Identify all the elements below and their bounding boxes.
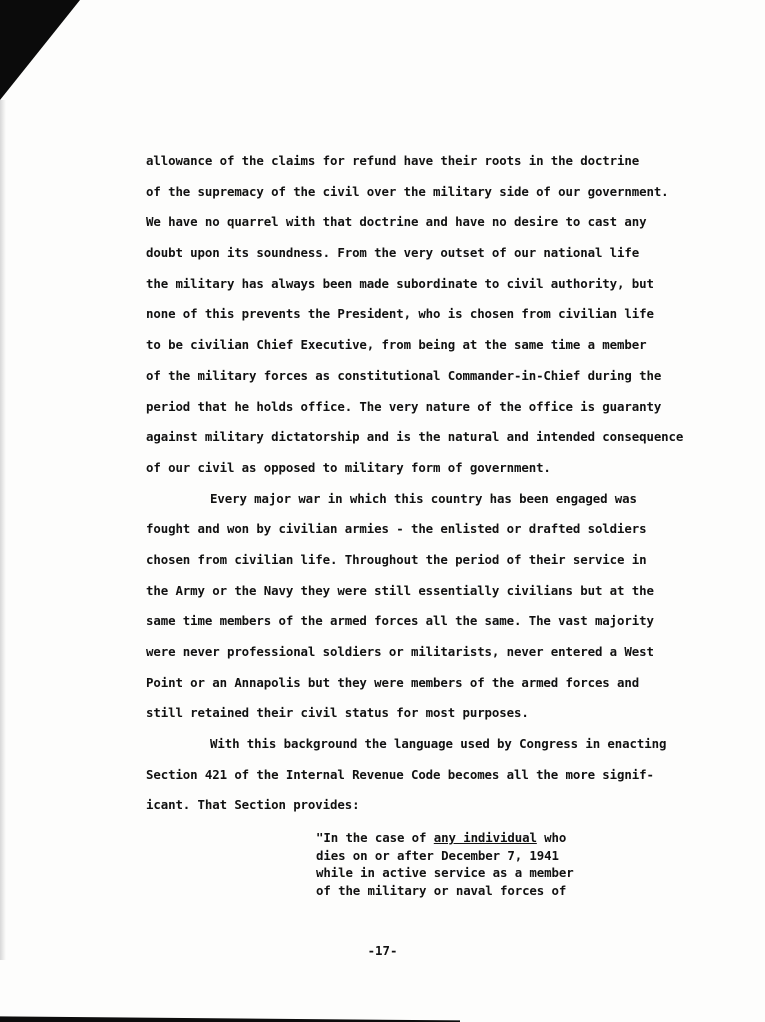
quote-line: of the military or naval forces of bbox=[316, 882, 567, 898]
text-line: We have no quarrel with that doctrine and have no desire to cast any bbox=[146, 214, 647, 230]
quote-line bbox=[316, 829, 616, 847]
quote-line: while in active service as a member bbox=[316, 865, 574, 880]
quote-line: dies on or after December 7, 1941 bbox=[316, 847, 559, 863]
paragraph-2 bbox=[146, 484, 726, 730]
paragraph-1 bbox=[146, 146, 726, 484]
text-line: Section 421 of the Internal Revenue Code becomes all the more signif- bbox=[146, 766, 654, 782]
text-line: icant. That Section provides: bbox=[146, 797, 360, 813]
quote-text: who bbox=[536, 830, 567, 845]
text-line: none of this prevents the President, who is chosen from civilian life bbox=[146, 306, 654, 322]
scan-left-edge bbox=[0, 100, 6, 960]
text-line: of our civil as opposed to military form of government. bbox=[146, 459, 551, 475]
text-line: to be civilian Chief Executive, from being at the same time a member bbox=[146, 337, 647, 353]
text-line: against military dictatorship and is the natural and intended consequence bbox=[146, 429, 684, 445]
text-line: chosen from civilian life. Throughout the period of their service in bbox=[146, 551, 647, 567]
text-line: allowance of the claims for refund have their roots in the doctrine bbox=[146, 153, 640, 168]
text-line: Point or an Annapolis but they were members of the armed forces and bbox=[146, 674, 640, 690]
text-line: With this background the language used by Congress in enacting bbox=[210, 736, 667, 752]
scan-bottom-edge bbox=[0, 1014, 460, 1022]
text-line: same time members of the armed forces all the same. The vast majority bbox=[146, 613, 654, 629]
statute-quote bbox=[316, 829, 616, 899]
text-line: of the supremacy of the civil over the military side of our government. bbox=[146, 183, 669, 199]
text-line: the Army or the Navy they were still essentially civilians but at the bbox=[146, 582, 654, 598]
text-line: the military has always been made subordinate to civil authority, but bbox=[146, 275, 654, 291]
page-number: -17- bbox=[367, 943, 398, 958]
text-line: period that he holds office. The very nature of the office is guaranty bbox=[146, 398, 662, 414]
text-line: doubt upon its soundness. From the very outset of our national life bbox=[146, 245, 640, 261]
text-line: fought and won by civilian armies - the enlisted or drafted soldiers bbox=[146, 521, 647, 537]
text-line: still retained their civil status for most purposes. bbox=[146, 705, 529, 721]
quote-underlined-text: any individual bbox=[433, 830, 537, 845]
quote-text: "In the case of bbox=[316, 830, 434, 845]
paragraph-3 bbox=[146, 729, 726, 821]
scan-corner-shadow bbox=[0, 0, 80, 100]
text-line: were never professional soldiers or militarists, never entered a West bbox=[146, 644, 654, 659]
text-line: of the military forces as constitutional Commander-in-Chief during the bbox=[146, 367, 662, 383]
text-line: Every major war in which this country has been engaged was bbox=[210, 490, 637, 506]
body-text bbox=[146, 146, 726, 821]
